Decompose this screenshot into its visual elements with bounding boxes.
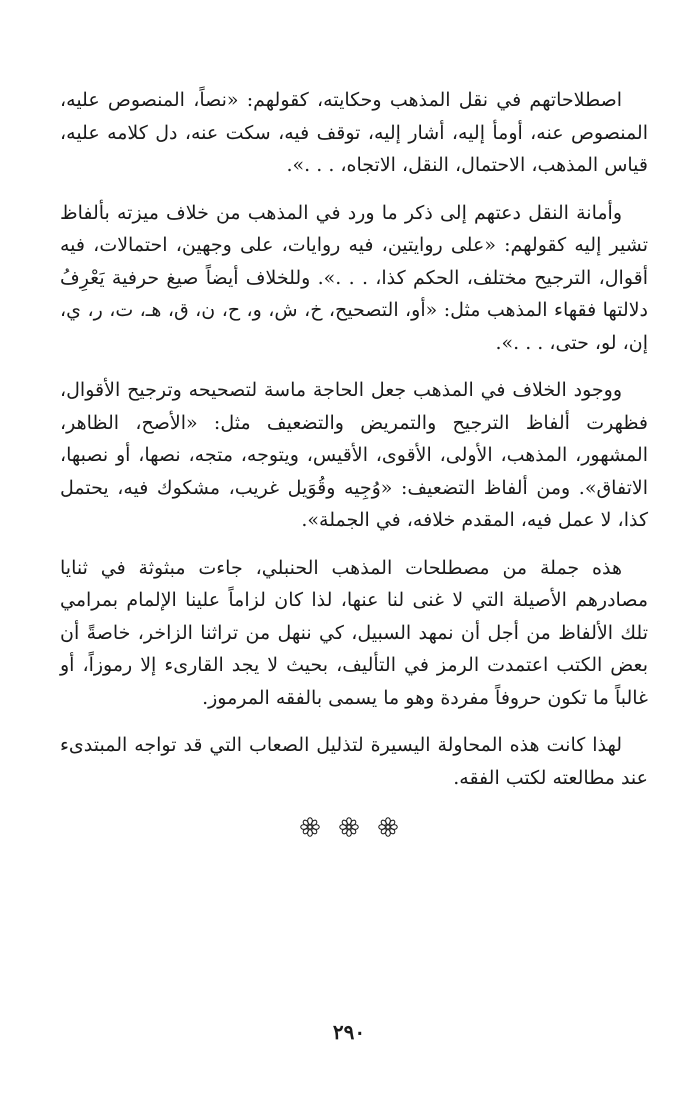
flower-ornament-icon: [338, 816, 360, 838]
section-divider-ornaments: [0, 816, 698, 842]
flower-ornament-icon: [377, 816, 399, 838]
paragraph-5: لهذا كانت هذه المحاولة اليسيرة لتذليل الصعاب التي قد تواجه المبتدىء عند مطالعته لكتب الفقه.: [60, 734, 648, 789]
page-body: [60, 84, 648, 809]
paragraph-2: وأمانة النقل دعتهم إلى ذكر ما ورد في المذهب من خلاف ميزته بألفاظ تشير إليه كقولهم: «على روايتين، فيه روايات، على وجهين، احتمالات، فيه أقوال، الترجيح مختلف، الحكم كذا، . . .». وللخلاف أيضاً صيغ حرفية يَعْرِفُ دلالتها فقهاء المذهب مثل: «أو، التصحيح، خ، ش، و، ح، ن، ق، هـ، ت، ر، ي، إن، لو، حتى، . . .».: [60, 201, 648, 354]
page-number: ٢٩٠: [332, 1020, 366, 1044]
paragraph-4: هذه جملة من مصطلحات المذهب الحنبلي، جاءت مبثوثة في ثنايا مصادرهم الأصيلة التي لا غنى لنا عنها، لذا كان لزاماً علينا الإلمام بمرامي تلك الألفاظ من أجل أن نمهد السبيل، كي ننهل من تراثنا الزاخر، خاصةً أن بعض الكتب اعتمدت الرمز في التأليف، بحيث لا يجد القارىء إلا رموزاً، أو غالباً ما تكون حروفاً مفردة وهو ما يسمى بالفقه المرموز.: [60, 556, 648, 709]
paragraph-3: ووجود الخلاف في المذهب جعل الحاجة ماسة لتصحيحه وترجيح الأقوال، فظهرت ألفاظ الترجيح والتمريض والتضعيف مثل: «الأصح، الظاهر، المشهور، المذهب، الأولى، الأقوى، الأقيس، ويتوجه، متجه، نصها، أو نصبها، الاتفاق». ومن ألفاظ التضعيف: «وُجِيه وقُوَيل غريب، مشكوك فيه، يحتمل كذا، لا عمل فيه، المقدم خلافه، في الجملة».: [60, 379, 648, 531]
paragraph-1: اصطلاحاتهم في نقل المذهب وحكايته، كقولهم: «نصاً، المنصوص عليه، المنصوص عنه، أومأ إليه، أشار إليه، توقف فيه، سكت عنه، دل كلامه عليه، قياس المذهب، الاحتمال، النقل، الاتجاه، . . .».: [60, 89, 648, 176]
flower-ornament-icon: [299, 816, 321, 838]
